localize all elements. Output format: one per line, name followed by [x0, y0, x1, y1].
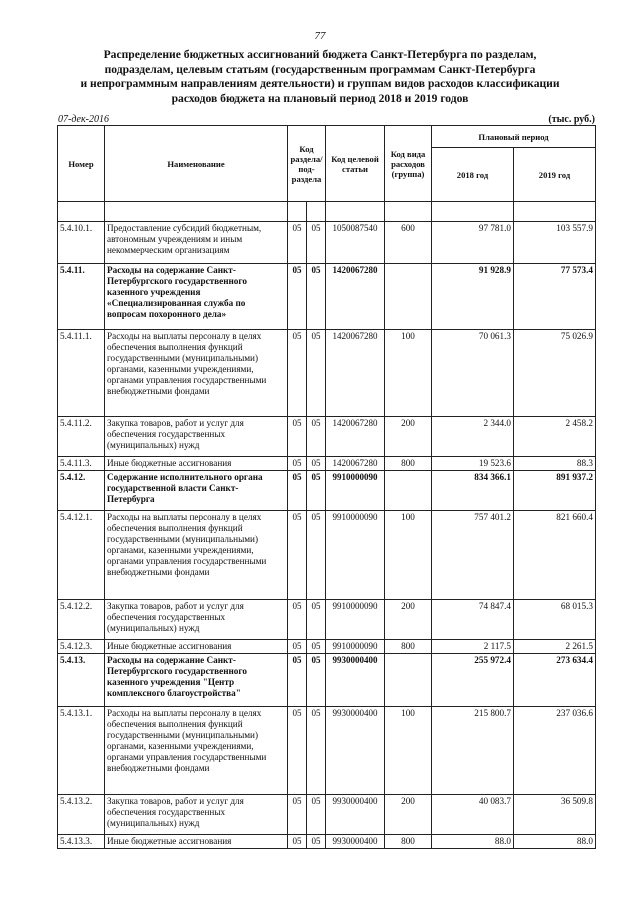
table-row [58, 457, 596, 471]
row-number: 5.4.11. [58, 264, 105, 330]
row-subsection: 05 [307, 600, 326, 640]
units-label: (тыс. руб.) [548, 114, 595, 125]
header-2019: 2019 год [514, 148, 596, 202]
table-row [58, 511, 596, 600]
table-row [58, 707, 596, 795]
document-date: 07-дек-2016 [58, 114, 109, 125]
row-value-2019: 821 660.4 [514, 511, 596, 600]
row-section: 05 [288, 511, 307, 600]
header-section: Код раздела/ под- раздела [288, 126, 326, 202]
row-value-2019: 891 937.2 [514, 471, 596, 511]
row-section: 05 [288, 457, 307, 471]
row-value-2018: 215 800.7 [432, 707, 514, 795]
header-number: Номер [58, 126, 105, 202]
row-name: Закупка товаров, работ и услуг для обеспечения государственных (муниципальных) нужд [105, 600, 288, 640]
table-row [58, 795, 596, 835]
row-subsection: 05 [307, 457, 326, 471]
row-section: 05 [288, 600, 307, 640]
row-target-code: 9910000090 [326, 511, 385, 600]
title-line: Распределение бюджетных ассигнований бюджета Санкт-Петербурга по разделам, [103, 48, 537, 61]
row-name: Закупка товаров, работ и услуг для обеспечения государственных (муниципальных) нужд [105, 417, 288, 457]
row-number: 5.4.10.1. [58, 222, 105, 264]
row-value-2018: 834 366.1 [432, 471, 514, 511]
row-name: Расходы на содержание Санкт-Петербургского государственного казенного учреждения "Центр комплексного благоустройства" [105, 654, 288, 707]
table-row [58, 471, 596, 511]
title-line: подразделам, целевым статьям (государственным программам Санкт-Петербурга [104, 62, 536, 76]
header-2018: 2018 год [432, 148, 514, 202]
row-expense-type: 800 [385, 640, 432, 654]
document-title [40, 48, 600, 106]
row-value-2019: 68 015.3 [514, 600, 596, 640]
row-value-2018: 255 972.4 [432, 654, 514, 707]
row-value-2018: 91 928.9 [432, 264, 514, 330]
row-value-2018: 74 847.4 [432, 600, 514, 640]
row-target-code: 9930000400 [326, 835, 385, 849]
row-value-2018: 70 061.3 [432, 330, 514, 417]
row-value-2018: 40 083.7 [432, 795, 514, 835]
table-spacer-row [58, 202, 596, 222]
row-expense-type: 100 [385, 707, 432, 795]
table-row [58, 330, 596, 417]
row-subsection: 05 [307, 707, 326, 795]
table-row [58, 640, 596, 654]
row-expense-type: 200 [385, 600, 432, 640]
row-section: 05 [288, 707, 307, 795]
title-line: и непрограммным направлениям деятельности) и группам видов расходов классификации [80, 77, 560, 90]
row-value-2019: 36 509.8 [514, 795, 596, 835]
row-name: Закупка товаров, работ и услуг для обеспечения государственных (муниципальных) нужд [105, 795, 288, 835]
table-row [58, 417, 596, 457]
row-section: 05 [288, 264, 307, 330]
row-name: Предоставление субсидий бюджетным, автономным учреждениям и иным некоммерческим организациям [105, 222, 288, 264]
row-number: 5.4.13.3. [58, 835, 105, 849]
row-name: Иные бюджетные ассигнования [105, 640, 288, 654]
row-value-2019: 273 634.4 [514, 654, 596, 707]
row-value-2019: 75 026.9 [514, 330, 596, 417]
row-section: 05 [288, 640, 307, 654]
header-target: Код целевой статьи [326, 126, 385, 202]
row-target-code: 9910000090 [326, 600, 385, 640]
table-body [58, 202, 596, 849]
row-target-code: 9910000090 [326, 471, 385, 511]
header-type: Код вида расходов (группа) [385, 126, 432, 202]
row-expense-type: 600 [385, 222, 432, 264]
row-value-2018: 2 117.5 [432, 640, 514, 654]
row-section: 05 [288, 330, 307, 417]
row-expense-type: 100 [385, 511, 432, 600]
row-subsection: 05 [307, 264, 326, 330]
row-name: Содержание исполнительного органа государственной власти Санкт-Петербурга [105, 471, 288, 511]
row-value-2018: 757 401.2 [432, 511, 514, 600]
row-value-2018: 97 781.0 [432, 222, 514, 264]
row-number: 5.4.13.2. [58, 795, 105, 835]
row-value-2019: 88.0 [514, 835, 596, 849]
row-section: 05 [288, 654, 307, 707]
row-value-2019: 2 261.5 [514, 640, 596, 654]
row-target-code: 1420067280 [326, 417, 385, 457]
row-name: Расходы на выплаты персоналу в целях обеспечения выполнения функций государственными (муниципальными) органами, казенными учреждениями, органами управления государственными внебюджетными фондами [105, 330, 288, 417]
row-number: 5.4.11.3. [58, 457, 105, 471]
row-number: 5.4.11.2. [58, 417, 105, 457]
row-value-2018: 2 344.0 [432, 417, 514, 457]
row-target-code: 9930000400 [326, 795, 385, 835]
row-name: Иные бюджетные ассигнования [105, 457, 288, 471]
row-expense-type [385, 471, 432, 511]
row-expense-type [385, 654, 432, 707]
page-number: 77 [314, 30, 326, 42]
row-value-2019: 77 573.4 [514, 264, 596, 330]
row-expense-type: 100 [385, 330, 432, 417]
row-number: 5.4.12.2. [58, 600, 105, 640]
row-target-code: 9930000400 [326, 654, 385, 707]
row-name: Расходы на выплаты персоналу в целях обеспечения выполнения функций государственными (муниципальными) органами, казенными учреждениями, органами управления государственными внебюджетными фондами [105, 707, 288, 795]
table-row [58, 222, 596, 264]
title-line: расходов бюджета на плановый период 2018 и 2019 годов [171, 91, 469, 105]
row-number: 5.4.13. [58, 654, 105, 707]
row-expense-type [385, 264, 432, 330]
row-section: 05 [288, 795, 307, 835]
row-expense-type: 800 [385, 835, 432, 849]
row-value-2019: 103 557.9 [514, 222, 596, 264]
row-expense-type: 200 [385, 417, 432, 457]
table-row [58, 835, 596, 849]
row-subsection: 05 [307, 795, 326, 835]
table-row [58, 600, 596, 640]
row-number: 5.4.12.1. [58, 511, 105, 600]
row-expense-type: 800 [385, 457, 432, 471]
row-subsection: 05 [307, 511, 326, 600]
row-target-code: 1050087540 [326, 222, 385, 264]
row-value-2019: 88.3 [514, 457, 596, 471]
row-number: 5.4.12.3. [58, 640, 105, 654]
row-number: 5.4.12. [58, 471, 105, 511]
row-number: 5.4.11.1. [58, 330, 105, 417]
row-section: 05 [288, 417, 307, 457]
row-name: Расходы на выплаты персоналу в целях обеспечения выполнения функций государственными (муниципальными) органами, казенными учреждениями, органами управления государственными внебюджетными фондами [105, 511, 288, 600]
row-section: 05 [288, 471, 307, 511]
row-subsection: 05 [307, 835, 326, 849]
row-subsection: 05 [307, 654, 326, 707]
row-value-2018: 88.0 [432, 835, 514, 849]
row-target-code: 9930000400 [326, 707, 385, 795]
header-name: Наименование [105, 126, 288, 202]
row-number: 5.4.13.1. [58, 707, 105, 795]
row-subsection: 05 [307, 417, 326, 457]
row-subsection: 05 [307, 222, 326, 264]
row-target-code: 1420067280 [326, 457, 385, 471]
row-target-code: 1420067280 [326, 330, 385, 417]
row-section: 05 [288, 222, 307, 264]
row-expense-type: 200 [385, 795, 432, 835]
row-name: Расходы на содержание Санкт-Петербургского государственного казенного учреждения «Специализированная служба по вопросам похоронного дела» [105, 264, 288, 330]
header-planned: Плановый период [432, 126, 596, 148]
row-subsection: 05 [307, 330, 326, 417]
row-name: Иные бюджетные ассигнования [105, 835, 288, 849]
table-row [58, 264, 596, 330]
row-value-2018: 19 523.6 [432, 457, 514, 471]
budget-table [57, 125, 596, 849]
row-subsection: 05 [307, 640, 326, 654]
row-value-2019: 237 036.6 [514, 707, 596, 795]
row-target-code: 1420067280 [326, 264, 385, 330]
row-section: 05 [288, 835, 307, 849]
row-target-code: 9910000090 [326, 640, 385, 654]
table-row [58, 654, 596, 707]
row-value-2019: 2 458.2 [514, 417, 596, 457]
row-subsection: 05 [307, 471, 326, 511]
